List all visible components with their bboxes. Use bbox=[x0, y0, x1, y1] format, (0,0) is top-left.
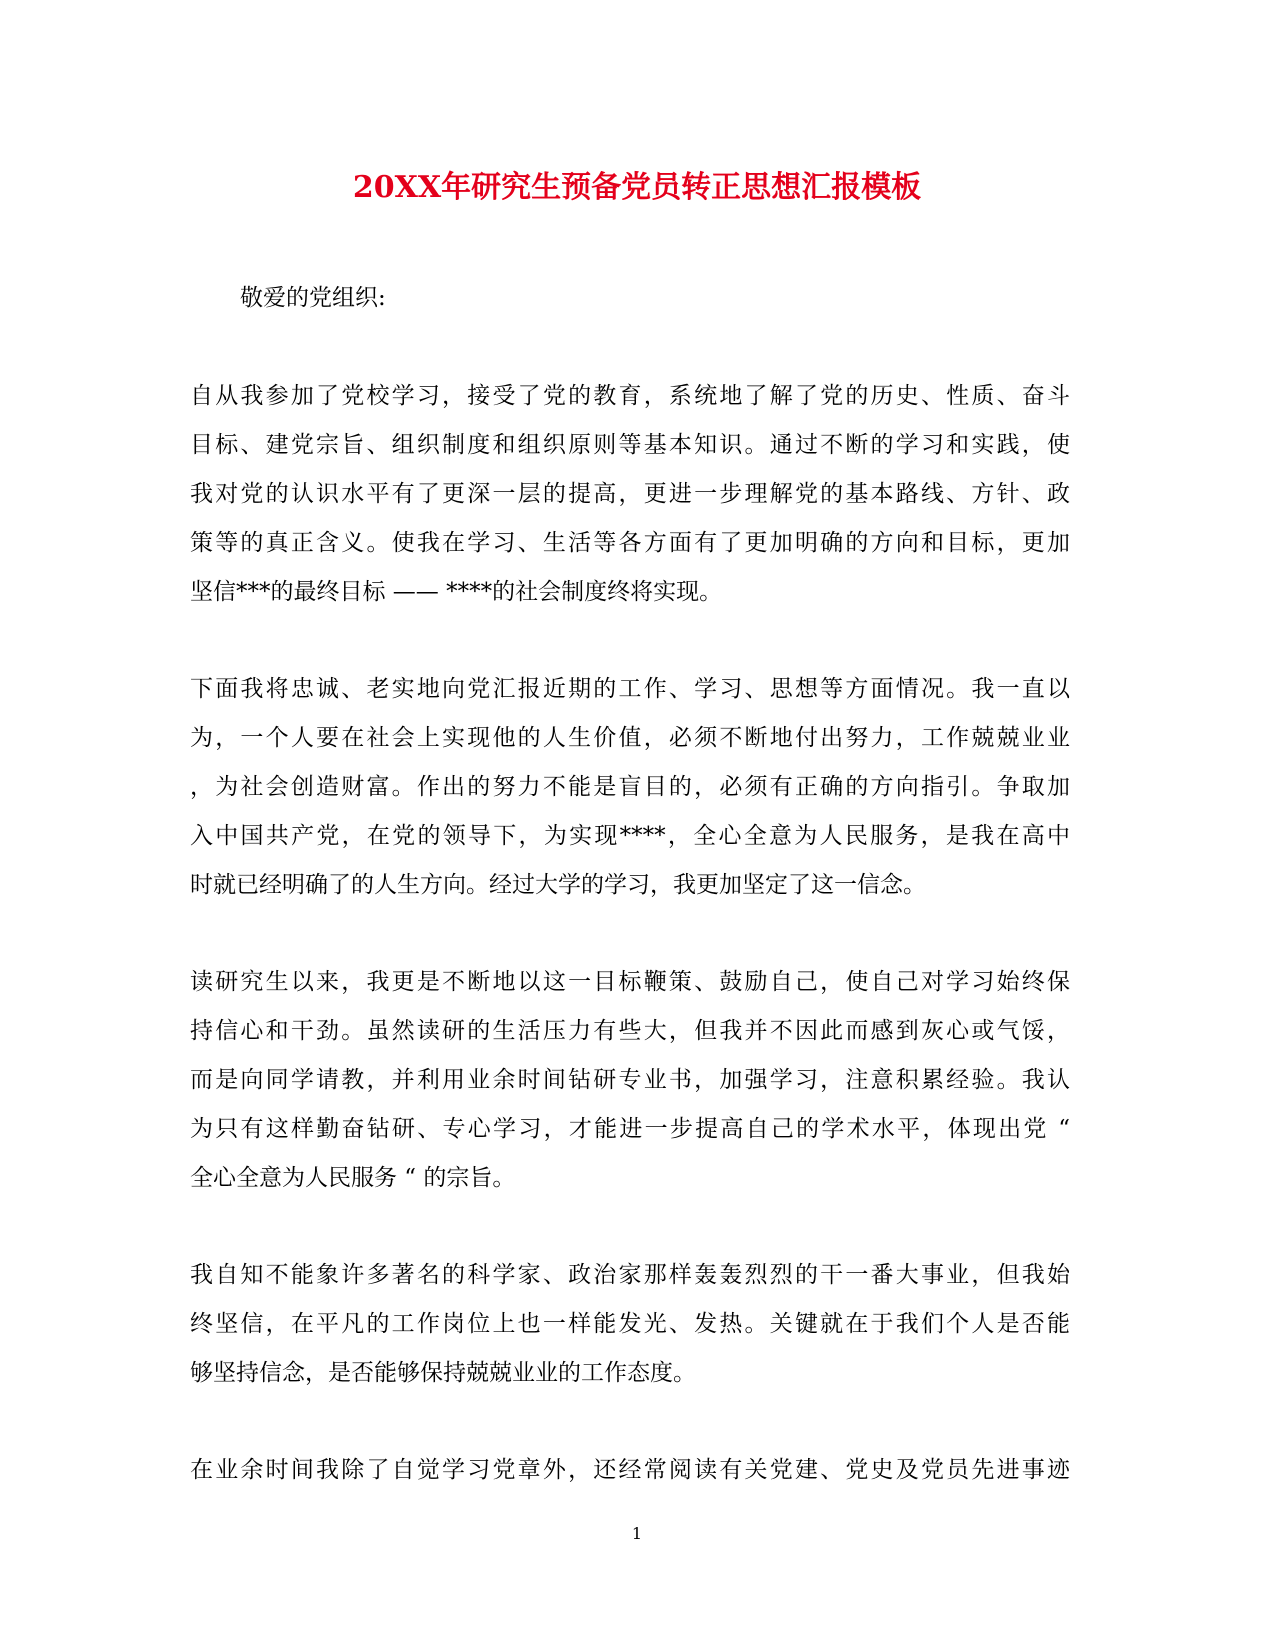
paragraph-4 bbox=[190, 1251, 1070, 1398]
document-title: 20XX年研究生预备党员转正思想汇报模板 bbox=[352, 170, 922, 205]
paragraph-line: 而是向同学请教，并利用业余时间钻研专业书，加强学习，注意积累经验。我认 bbox=[190, 1067, 1070, 1093]
salutation: 敬爱的党组织: bbox=[240, 285, 386, 311]
paragraph-line: 策等的真正含义。使我在学习、生活等各方面有了更加明确的方向和目标，更加 bbox=[190, 530, 1070, 556]
paragraph-line: 时就已经明确了的人生方向。经过大学的学习，我更加坚定了这一信念。 bbox=[190, 872, 926, 898]
paragraph-line: 坚信***的最终目标 —— ****的社会制度终将实现。 bbox=[190, 579, 723, 605]
paragraph-line: 够坚持信念，是否能够保持兢兢业业的工作态度。 bbox=[190, 1360, 696, 1386]
paragraph-1 bbox=[190, 372, 1070, 617]
paragraph-line: 入中国共产党，在党的领导下，为实现****，全心全意为人民服务，是我在高中 bbox=[190, 823, 1070, 849]
paragraph-line: 在业余时间我除了自觉学习党章外，还经常阅读有关党建、党史及党员先进事迹 bbox=[190, 1457, 1070, 1483]
paragraph-line: 我对党的认识水平有了更深一层的提高，更进一步理解党的基本路线、方针、政 bbox=[190, 481, 1070, 507]
paragraph-line: 读研究生以来，我更是不断地以这一目标鞭策、鼓励自己，使自己对学习始终保 bbox=[190, 969, 1070, 995]
paragraph-line: 为，一个人要在社会上实现他的人生价值，必须不断地付出努力，工作兢兢业业 bbox=[190, 725, 1070, 751]
page-number: 1 bbox=[631, 1524, 643, 1543]
paragraph-2 bbox=[190, 665, 1070, 910]
paragraph-line: 终坚信，在平凡的工作岗位上也一样能发光、发热。关键就在于我们个人是否能 bbox=[190, 1311, 1070, 1337]
paragraph-line: 持信心和干劲。虽然读研的生活压力有些大，但我并不因此而感到灰心或气馁， bbox=[190, 1018, 1070, 1044]
paragraph-5 bbox=[190, 1446, 1070, 1495]
paragraph-line: 我自知不能象许多著名的科学家、政治家那样轰轰烈烈的干一番大事业，但我始 bbox=[190, 1262, 1070, 1288]
paragraph-line: 自从我参加了党校学习，接受了党的教育，系统地了解了党的历史、性质、奋斗 bbox=[190, 383, 1070, 409]
paragraph-line: 全心全意为人民服务 “ 的宗旨。 bbox=[190, 1165, 516, 1191]
paragraph-line: 下面我将忠诚、老实地向党汇报近期的工作、学习、思想等方面情况。我一直以 bbox=[190, 676, 1070, 702]
paragraph-line: ，为社会创造财富。作出的努力不能是盲目的，必须有正确的方向指引。争取加 bbox=[190, 774, 1070, 800]
paragraph-line: 为只有这样勤奋钻研、专心学习，才能进一步提高自己的学术水平，体现出党 “ bbox=[190, 1116, 1070, 1142]
paragraph-line: 目标、建党宗旨、组织制度和组织原则等基本知识。通过不断的学习和实践，使 bbox=[190, 432, 1070, 458]
paragraph-3 bbox=[190, 958, 1070, 1203]
